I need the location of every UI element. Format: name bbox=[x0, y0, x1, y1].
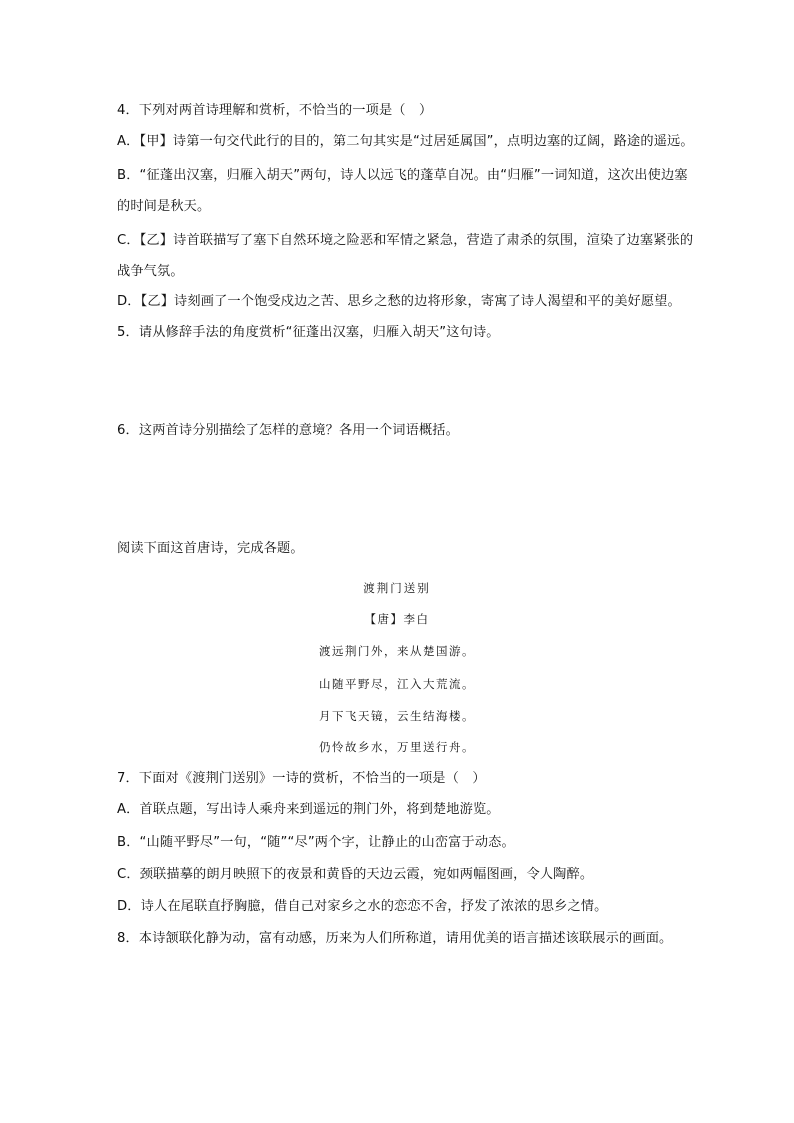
poem-author: 【唐】李白 bbox=[364, 612, 430, 626]
question-4-option-c-text: C．【乙】诗首联描写了塞下自然环境之险恶和军情之紧急，营造了肃杀的氛围，渲染了边塞紧张的战争气氛。 bbox=[117, 233, 694, 279]
question-4-stem: 4．下列对两首诗理解和赏析，不恰当的一项是（ ） bbox=[117, 103, 433, 118]
question-4-option-d: D．【乙】诗刻画了一个饱受戍边之苦、思乡之愁的边将形象，寄寓了诗人渴望和平的美好愿望。 bbox=[117, 294, 681, 309]
question-7-option-c: C．颈联描摹的朗月映照下的夜景和黄昏的天边云霞，宛如两幅图画，令人陶醉。 bbox=[117, 867, 594, 882]
reading-intro-text: 阅读下面这首唐诗，完成各题。 bbox=[117, 541, 304, 556]
reading-intro bbox=[99, 540, 699, 558]
poem-line: 月下飞天镜，云生结海楼。 bbox=[319, 709, 475, 723]
poem-line: 渡远荆门外，来从楚国游。 bbox=[319, 644, 475, 658]
question-6: 6．这两首诗分别描绘了怎样的意境？各用一个词语概括。 bbox=[117, 423, 459, 438]
question-7-option-a: A．首联点题，写出诗人乘舟来到遥远的荆门外，将到楚地游览。 bbox=[117, 802, 500, 817]
question-4-option-b bbox=[99, 160, 699, 222]
question-4-option-b-text: B．“征蓬出汉塞，归雁入胡天”两句，诗人以远飞的蓬草自况。由“归雁”一词知道，这次出使边塞的时间是秋天。 bbox=[117, 168, 688, 214]
poem-title: 渡荆门送别 bbox=[363, 581, 431, 595]
question-5: 5．请从修辞手法的角度赏析“征蓬出汉塞，归雁入胡天”这句诗。 bbox=[117, 325, 500, 340]
question-7-option-b: B．“山随平野尽”一句，“随”“尽”两个字，让静止的山峦富于动态。 bbox=[117, 835, 515, 850]
poem-line: 山随平野尽，江入大荒流。 bbox=[319, 677, 475, 691]
poem-line: 仍怜故乡水，万里送行舟。 bbox=[319, 740, 475, 754]
question-4-option-c bbox=[99, 225, 699, 287]
question-8: 8．本诗颔联化静为动，富有动感，历来为人们所称道，请用优美的语言描述该联展示的画面。 bbox=[117, 931, 673, 946]
question-4-option-a: A．【甲】诗第一句交代此行的目的，第二句其实是“过居延属国”，点明边塞的辽阔，路途的遥远。 bbox=[117, 134, 694, 149]
question-7-option-d: D．诗人在尾联直抒胸臆，借自己对家乡之水的恋恋不舍，抒发了浓浓的思乡之情。 bbox=[117, 899, 608, 914]
question-7-stem: 7．下面对《渡荆门送别》一诗的赏析，不恰当的一项是（ ） bbox=[117, 771, 486, 786]
